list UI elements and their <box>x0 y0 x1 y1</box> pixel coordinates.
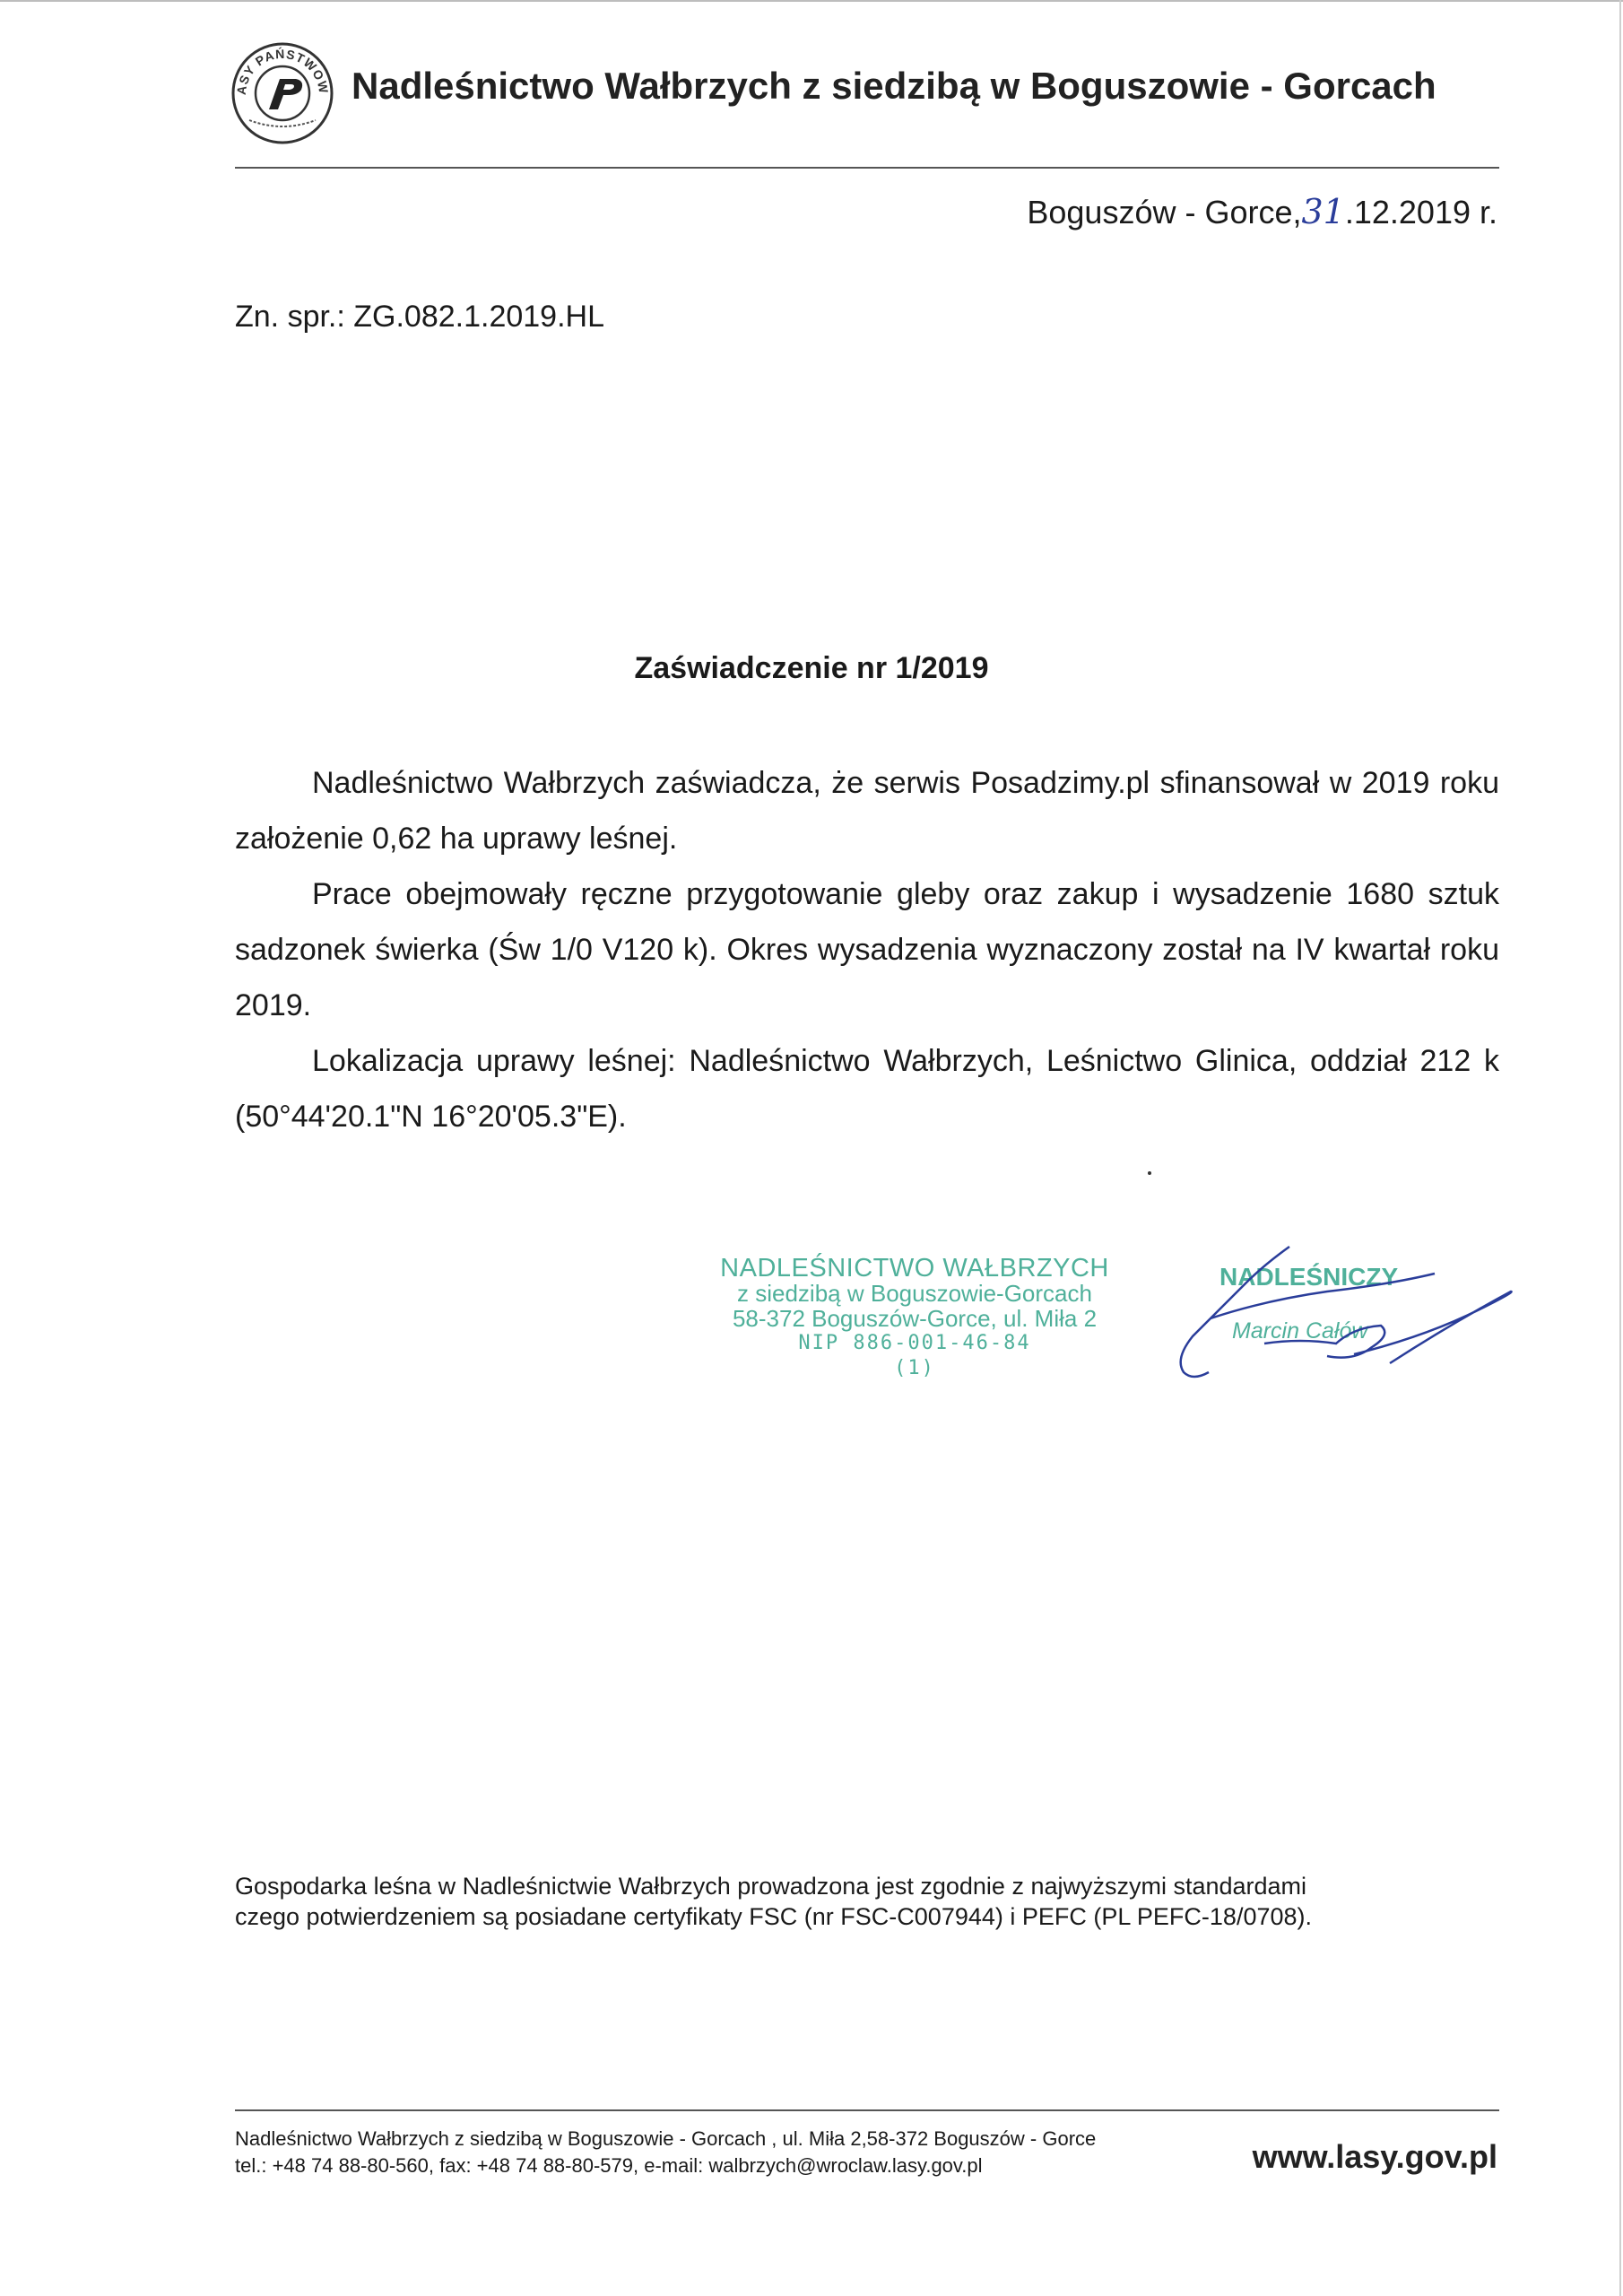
svg-text:LASY PAŃSTWOWE: ASY PAŃSTWOW <box>233 46 332 96</box>
handwritten-day: 31 <box>1301 192 1345 231</box>
page-top-edge <box>0 0 1623 2</box>
footer-website-link[interactable]: www.lasy.gov.pl <box>1252 2138 1497 2175</box>
document-date <box>1027 192 1497 231</box>
stamp-line-3: 58-372 Boguszów-Gorce, ul. Miła 2 <box>732 1305 1098 1332</box>
certification-line-2: czego potwierdzeniem są posiadane certyfikaty FSC (nr FSC-C007944) i PEFC (PL PEFC-18/0708). <box>235 1903 1312 1930</box>
office-stamp <box>690 1256 1139 1381</box>
document-body <box>235 755 1499 1144</box>
stamp-line-2: z siedzibą w Boguszowie-Gorcach <box>737 1280 1092 1307</box>
stamp-line-1: NADLEŚNICTWO WAŁBRZYCH <box>720 1254 1109 1283</box>
body-paragraph-2: Prace obejmowały ręczne przygotowanie gleby oraz zakup i wysadzenie 1680 sztuk sadzonek świerka (Św 1/0 V120 k). Okres wysadzenia wyznaczony został na IV kwartał roku 2019. <box>235 877 1499 1022</box>
document-title: Zaświadczenie nr 1/2019 <box>634 651 989 685</box>
date-rest: .12.2019 r. <box>1344 194 1497 230</box>
stamp-line-4: NIP 886-001-46-84 <box>798 1332 1031 1354</box>
date-place: Boguszów - Gorce, <box>1027 194 1302 230</box>
body-paragraph-3: Lokalizacja uprawy leśnej: Nadleśnictwo Wałbrzych, Leśnictwo Glinica, oddział 212 k (50°44'20.1"N 16°20'05.3"E). <box>235 1044 1499 1134</box>
body-paragraph-1: Nadleśnictwo Wałbrzych zaświadcza, że serwis Posadzimy.pl sfinansował w 2019 roku założenie 0,62 ha uprawy leśnej. <box>235 766 1499 856</box>
case-reference: Zn. spr.: ZG.082.1.2019.HL <box>235 300 605 334</box>
header-title: Nadleśnictwo Wałbrzych z siedzibą w Boguszowie - Gorcach <box>352 65 1436 107</box>
stamp-line-5: (1) <box>894 1357 935 1379</box>
handwritten-signature <box>1157 1238 1533 1390</box>
lasy-panstwowe-logo-icon <box>230 39 335 145</box>
header-divider <box>235 167 1499 169</box>
ink-speck <box>1148 1171 1151 1175</box>
footer-phone-email: tel.: +48 74 88-80-560, fax: +48 74 88-80-579, e-mail: walbrzych@wroclaw.lasy.gov.pl <box>235 2154 983 2177</box>
signatory-name-stamp: Marcin Całów <box>1232 1318 1368 1344</box>
footer-contact <box>235 2126 1096 2179</box>
certification-note <box>235 1871 1508 1932</box>
footer-divider <box>235 2109 1499 2111</box>
footer-address: Nadleśnictwo Wałbrzych z siedzibą w Boguszowie - Gorcach , ul. Miła 2,58-372 Boguszów - Gorce <box>235 2127 1097 2150</box>
page-right-edge <box>1619 0 1621 2296</box>
certification-line-1: Gospodarka leśna w Nadleśnictwie Wałbrzych prowadzona jest zgodnie z najwyższymi standardami <box>235 1873 1307 1900</box>
signatory-title-stamp: NADLEŚNICZY <box>1219 1263 1399 1291</box>
